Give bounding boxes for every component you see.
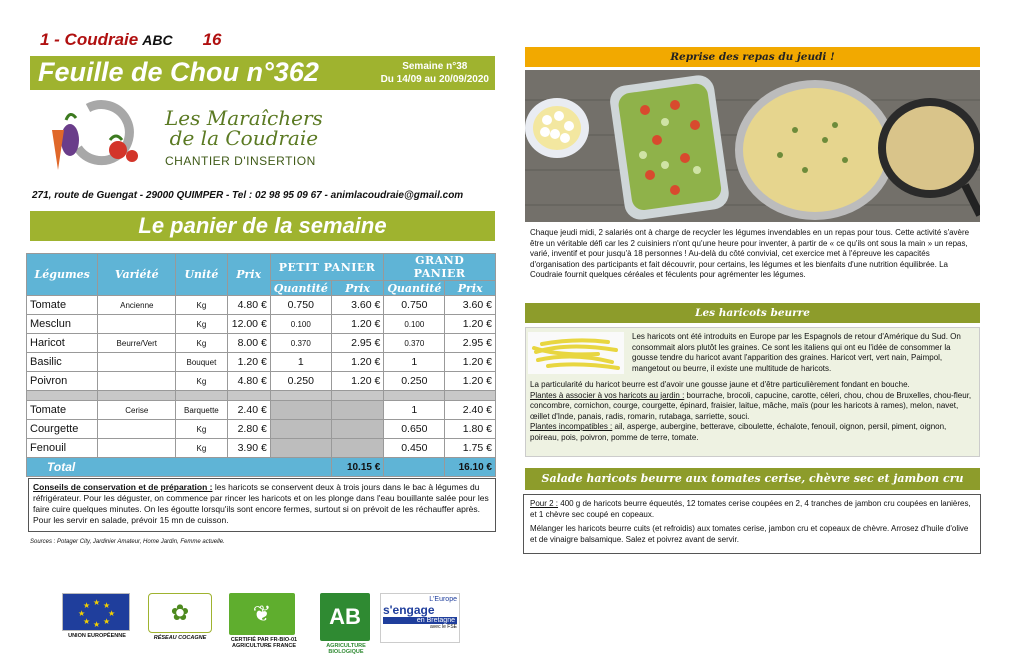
total-label: Total (27, 458, 332, 477)
address-line: 271, route de Guengat - 29000 QUIMPER - Tel : 02 98 95 09 67 - animlacoudraie@gmail.com (32, 190, 464, 201)
header-grand-prix: Prix (445, 281, 496, 296)
meal-photo (525, 70, 980, 222)
total-row (27, 458, 496, 477)
row-prix: 4.80 € (227, 296, 270, 315)
salade-title: Salade haricots beurre aux tomates cerise, chèvre sec et jambon cru (525, 468, 980, 490)
eu-flag-icon: ★ ★ ★ ★ ★ ★ ★ ★ (62, 593, 130, 631)
haricots-paragraph-1: Les haricots ont été introduits en Europe par les Espagnols de retour d'Amérique du Sud. On consommait alors plutôt les graines. Ce sont les italiens qui ont eu l'idée de consommer la gousse tendre du haricot avant l'apparition des graines. Haricot vert, vert nain, Paimpol, mangetout ou beurre, il existe une multitude de haricots. (632, 332, 961, 373)
row-name: Tomate (27, 296, 98, 315)
row-prix: 2.40 € (227, 401, 270, 420)
assoc-label: Plantes à associer à vos haricots au jardin : (530, 390, 685, 400)
row-grand-quantite: 1 (384, 353, 445, 372)
row-grand-quantite: 0.450 (384, 439, 445, 458)
incomp-text: ail, asperge, aubergine, betterave, ciboulette, échalote, fenouil, oignon, persil, piment, oignon, poireau, pois, poivron, pomme de terre, tomate. (530, 422, 947, 442)
table-row (27, 315, 496, 334)
row-unite: Barquette (176, 401, 227, 420)
conseils-box (28, 478, 496, 532)
eu-logo (62, 593, 132, 643)
table-row (27, 296, 496, 315)
table-row (27, 353, 496, 372)
row-name: Tomate (27, 401, 98, 420)
table-row (27, 372, 496, 391)
row-prix: 4.80 € (227, 372, 270, 391)
bzh-top: L'Europe (429, 596, 457, 603)
haricots-assoc (530, 391, 977, 423)
title-bar (30, 56, 495, 90)
row-prix: 8.00 € (227, 334, 270, 353)
row-variete: Ancienne (98, 296, 176, 315)
row-name: Fenouil (27, 439, 98, 458)
total-petit: 10.15 € (331, 458, 383, 477)
table-row (27, 420, 496, 439)
row-unite: Kg (176, 334, 227, 353)
row-grand-prix: 1.75 € (445, 439, 496, 458)
row-grand-quantite: 0.650 (384, 420, 445, 439)
logo-line1: Les Maraîchers (165, 106, 323, 130)
row-name: Poivron (27, 372, 98, 391)
recipe-pour-label: Pour 2 : (530, 499, 559, 508)
haricots-paragraph-2: La particularité du haricot beurre est d'avoir une gousse jaune et d'être particulièrement fondant en bouche. (530, 380, 910, 389)
cocagne-logo (145, 593, 215, 643)
header-grand-panier: GRAND PANIER (384, 254, 496, 281)
row-variete (98, 372, 176, 391)
week-dates: Du 14/09 au 20/09/2020 (380, 74, 489, 85)
bzh-mid: s'engage (383, 603, 435, 617)
recipe-ingredients (530, 499, 974, 520)
row-name: Haricot (27, 334, 98, 353)
header-petit-prix: Prix (331, 281, 383, 296)
reprise-title: Reprise des repas du jeudi ! (525, 47, 980, 67)
row-variete (98, 353, 176, 372)
week-number: Semaine n°38 (402, 61, 468, 72)
ab-mark: AB (320, 593, 370, 641)
issue-count: 16 (202, 30, 222, 49)
row-name: Mesclun (27, 315, 98, 334)
row-grand-quantite: 0.100 (384, 315, 445, 334)
row-prix: 12.00 € (227, 315, 270, 334)
row-grand-quantite: 0.750 (384, 296, 445, 315)
header-variete: Variété (98, 254, 176, 296)
table-row (27, 439, 496, 458)
row-petit-empty (331, 401, 383, 420)
row-variete: Cerise (98, 401, 176, 420)
row-variete (98, 315, 176, 334)
basket-table (26, 253, 496, 477)
row-name: Courgette (27, 420, 98, 439)
row-petit-quantite: 0.750 (270, 296, 331, 315)
row-petit-empty (270, 420, 331, 439)
assoc-text: bourrache, brocoli, capucine, carotte, céleri, chou, chou de Bruxelles, chou-fleur, concombre, cornichon, courge, courgette, épinard, fraisier, laitue, mâche, maïs (pour les haricots à rames), melon, navet, œillet d'Inde, panais, radis, romarin, rutabaga, sarriette, souci. (530, 390, 972, 421)
cocagne-caption: RÉSEAU COCAGNE (153, 635, 207, 641)
header-petit-panier: PETIT PANIER (270, 254, 384, 281)
row-grand-prix: 2.40 € (445, 401, 496, 420)
logo-subtitle: CHANTIER D'INSERTION (165, 154, 316, 168)
row-variete: Beurre/Vert (98, 334, 176, 353)
row-prix: 1.20 € (227, 353, 270, 372)
row-petit-prix: 1.20 € (331, 353, 383, 372)
row-grand-prix: 1.20 € (445, 315, 496, 334)
header-grand-quantite: Quantité (384, 281, 445, 296)
meal-dishes-image (525, 70, 980, 222)
eu-bio-caption: CERTIFIÉ PAR FR-BIO-01 AGRICULTURE FRANCE (230, 637, 298, 649)
total-spacer (384, 458, 445, 477)
row-prix: 2.80 € (227, 420, 270, 439)
table-row (27, 401, 496, 420)
eu-organic-leaf-icon: ❦ (229, 593, 295, 635)
row-grand-prix: 3.60 € (445, 296, 496, 315)
row-unite: Bouquet (176, 353, 227, 372)
maraichers-logo (40, 100, 340, 180)
header-prix: Prix (227, 254, 270, 296)
row-grand-prix: 2.95 € (445, 334, 496, 353)
row-unite: Kg (176, 372, 227, 391)
row-grand-quantite: 0.250 (384, 372, 445, 391)
ab-logo (320, 593, 372, 655)
row-name: Basilic (27, 353, 98, 372)
panier-title: Le panier de la semaine (30, 211, 495, 241)
row-unite: Kg (176, 296, 227, 315)
row-petit-prix: 3.60 € (331, 296, 383, 315)
recipe-box (523, 494, 981, 554)
recipe-ingredients-text: 400 g de haricots beurre équeutés, 12 tomates cerise coupées en 2, 4 tranches de jambon cru coupées en lanières, et 1 chèvre sec coupé en copeaux. (530, 499, 971, 519)
page-title: Feuille de Chou n°362 (38, 57, 319, 87)
row-petit-quantite: 0.250 (270, 372, 331, 391)
row-unite: Kg (176, 315, 227, 334)
row-petit-empty (270, 401, 331, 420)
haricots-incomp (530, 422, 977, 443)
haricots-details (530, 380, 977, 443)
haricots-title: Les haricots beurre (525, 303, 980, 323)
bzh-fse: avec le FSE (430, 624, 457, 630)
row-petit-prix: 1.20 € (331, 372, 383, 391)
beans-icon (528, 332, 624, 374)
europe-bretagne-logo (380, 593, 460, 643)
row-grand-prix: 1.20 € (445, 353, 496, 372)
row-unite: Kg (176, 439, 227, 458)
row-petit-prix: 2.95 € (331, 334, 383, 353)
abc-label: ABC (142, 32, 173, 48)
row-petit-empty (331, 439, 383, 458)
bzh-bot: en Bretagne (383, 617, 457, 624)
europe-bretagne-box (380, 593, 460, 643)
header-petit-quantite: Quantité (270, 281, 331, 296)
header-unite: Unité (176, 254, 227, 296)
row-prix: 3.90 € (227, 439, 270, 458)
row-grand-prix: 1.80 € (445, 420, 496, 439)
watering-can-icon: ✿ (148, 593, 212, 633)
row-variete (98, 420, 176, 439)
row-petit-empty (331, 420, 383, 439)
eu-caption: UNION EUROPÉENNE (68, 633, 126, 639)
row-petit-prix: 1.20 € (331, 315, 383, 334)
eu-bio-logo (229, 593, 299, 649)
logo-text (165, 108, 323, 148)
recipe-steps: Mélanger les haricots beurre cuits (et refroidis) aux tomates cerise, jambon cru et copeaux de chèvre. Arrosez d'huile d'olive et de vinaigre balsamique. Salez et poivrez avant de servir. (530, 524, 969, 544)
table-row (27, 334, 496, 353)
yellow-beans-image (528, 332, 624, 374)
logo-line2: de la Coudraie (169, 126, 319, 150)
garden-tools-icon (40, 100, 150, 180)
ab-caption: AGRICULTURE BIOLOGIQUE (326, 643, 366, 655)
row-unite: Kg (176, 420, 227, 439)
header-legumes: Légumes (27, 254, 98, 296)
incomp-label: Plantes incompatibles : (530, 422, 613, 431)
week-box (381, 60, 489, 86)
row-petit-quantite: 1 (270, 353, 331, 372)
total-grand: 16.10 € (445, 458, 496, 477)
issue-label: 1 - Coudraie (40, 30, 139, 49)
reprise-text: Chaque jeudi midi, 2 salariés ont à charge de recycler les légumes invendables en un repas pour tous. Cette activité s'avère être un véritable défi car les 2 cuisiniers n'ont qu'une heure pour inventer, à partir de « ce qu'ils ont sous la main » un repas, varié, inventif et pour jusqu'à 18 personnes ! Au-delà du côté convivial, cet exercice met à l'épreuve les capacités d'organisation des participants et fait découvrir, pour certains, les légumes et les bienfaits d'une nutrition équilibrée. La Coudraie fournit quelques céréales et féculents pour agrémenter les légumes. (530, 228, 970, 279)
row-petit-quantite: 0.370 (270, 334, 331, 353)
row-variete (98, 439, 176, 458)
row-petit-quantite: 0.100 (270, 315, 331, 334)
issue-line (40, 30, 222, 50)
row-grand-quantite: 0.370 (384, 334, 445, 353)
conseils-label: Conseils de conservation et de préparation : (33, 482, 213, 492)
conseils-text: les haricots se conservent deux à trois jours dans le bac à légumes du réfrigérateur. Pour les déguster, on commence par rincer les haricots et on les plonge dans l'eau bouillante salée pour les faire cuire quelques minutes. On les égoutte lorsqu'ils sont encore fermes, surtout si on prévoit de les réchauffer après. Pour les servir en salade, prévoir 15 mn de cuisson. (33, 482, 489, 525)
row-grand-prix: 1.20 € (445, 372, 496, 391)
table-separator (27, 391, 496, 401)
row-petit-empty (270, 439, 331, 458)
sources-line: Sources : Potager City, Jardinier Amateur, Home Jardin, Femme actuelle. (30, 539, 225, 545)
row-grand-quantite: 1 (384, 401, 445, 420)
